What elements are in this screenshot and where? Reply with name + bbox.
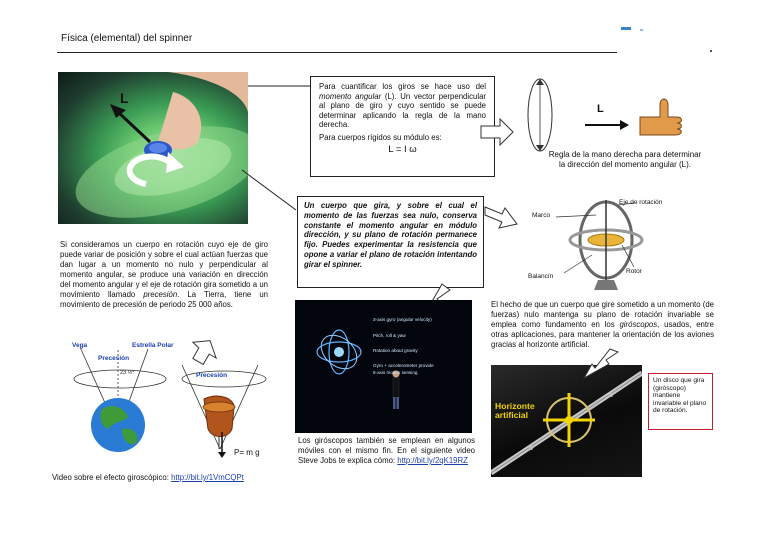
corner-dot-2 xyxy=(710,50,712,52)
spinner-vector-label: L xyxy=(120,90,129,106)
gyro-label-marco: Marco xyxy=(532,212,551,219)
gyroscope-figure xyxy=(526,195,706,295)
cuerpo-gira-box: Un cuerpo que gira, y sobre el cual el momento de las fuerzas sea nulo, conserva constante el momento angular en módulo dirección, y su plano de rotación permanece fijo. Puedes experimentar la resistencia que opone a variar el plano de rotación intentando girar el spinner. xyxy=(297,196,484,288)
precesion-text-2: precesión xyxy=(143,290,178,299)
video-link-line xyxy=(52,473,292,482)
horizon-label: Horizonte artificial xyxy=(495,401,535,420)
spinner-illustration xyxy=(58,72,248,224)
precesion-text-3: . La Tierra, tiene un movimiento de precesión de periodo 25 000 años. xyxy=(60,290,268,309)
precession-label-weight: P= m g xyxy=(234,448,260,457)
jobs-slide-line-5: 6-axis motion sensing xyxy=(373,370,418,375)
jobs-keynote-photo xyxy=(295,300,472,433)
precession-label-precesion-2: Precesión xyxy=(196,372,228,379)
momento-formula: L = I ω xyxy=(388,143,417,155)
precession-label-precesion-1: Precesión xyxy=(98,355,130,362)
precession-label-angle: 23 ½° xyxy=(120,370,135,376)
momento-angular-box xyxy=(310,76,495,177)
giroscopos-text-2: giróscopos xyxy=(619,320,658,329)
giroscopos-text-3: , usados, entre otras aplicaciones, para mantener la orientación de los aviones gracias al horizonte artificial. xyxy=(491,320,714,349)
gyro-label-balancin: Balancín xyxy=(528,273,554,280)
momento-text-3: (L). Un vector perpendicular al plano de giro y cuyo sentido se puede determinar aplicando la regla de la mano derecha. xyxy=(319,91,486,130)
precession-label-polar: Estrella Polar xyxy=(132,342,174,349)
gyroscope-illustration xyxy=(526,195,706,295)
jobs-video-link[interactable]: http://bit.ly/2qK19RZ xyxy=(397,456,468,465)
corner-mark xyxy=(621,27,631,30)
giroscopos-text-1: El hecho de que un cuerpo que gire sometido a un momento (de fuerzas) nulo mantenga su plano de rotación invariable se emplea como fundamento en los xyxy=(491,300,714,329)
jobs-paragraph xyxy=(298,436,475,466)
video-link[interactable]: http://bit.ly/1VmCQPt xyxy=(171,473,244,482)
jobs-slide-line-1: 3-axis gyro (angular velocity) xyxy=(373,317,432,322)
jobs-slide-line-3: Rotation about gravity xyxy=(373,348,418,353)
arrow-to-horizon xyxy=(578,348,620,382)
hand-rule-illustration xyxy=(525,77,725,152)
precession-label-vega: Vega xyxy=(72,342,88,349)
momento-text-1: Para cuantificar los giros se hace uso del xyxy=(319,82,486,91)
gyro-label-eje: Eje de rotación xyxy=(619,199,663,206)
video-text: Video sobre el efecto giroscópico: xyxy=(52,473,169,482)
gyro-label-rotor: Rotor xyxy=(626,268,642,275)
jobs-text: Los giróscopos también se emplean en algunos móviles con el mismo fin. En el siguiente video Steve Jobs te explica cómo: xyxy=(298,436,475,465)
precession-illustration xyxy=(62,337,280,465)
momento-text-2: momento angular xyxy=(319,91,382,101)
hand-rule-caption: Regla de la mano derecha para determinar la dirección del momento angular (L). xyxy=(548,150,702,169)
corner-dot xyxy=(640,29,643,31)
hand-rule-vector-label: L xyxy=(597,103,604,115)
page-title: Física (elemental) del spinner xyxy=(61,33,193,44)
precesion-paragraph xyxy=(60,240,268,310)
precesion-text-1: Si consideramos un cuerpo en rotación cuyo eje de giro puede variar de posición y sobre el cual actúan fuerzas que dan lugar a un momento no nulo y perpendicular al momento angular, se produce una variación en dirección del momento angular y el eje de rotación gira sometido a un movimiento llamado xyxy=(60,240,268,299)
title-underline xyxy=(57,52,617,53)
jobs-slide-line-2: Pitch, roll & yaw xyxy=(373,333,406,338)
arrow-to-hand-rule xyxy=(480,118,515,146)
momento-text-4: Para cuerpos rígidos su módulo es: xyxy=(319,132,442,142)
spinner-photo xyxy=(58,72,248,224)
jobs-slide-line-4: Gyro + accelerometer provide xyxy=(373,363,434,368)
giroscopos-paragraph xyxy=(491,300,714,350)
disco-note: Un disco que gira (giróscopo) mantiene invariable el plano de rotación. xyxy=(648,373,713,430)
arrow-to-gyro xyxy=(484,201,519,229)
precession-figure xyxy=(62,337,280,465)
